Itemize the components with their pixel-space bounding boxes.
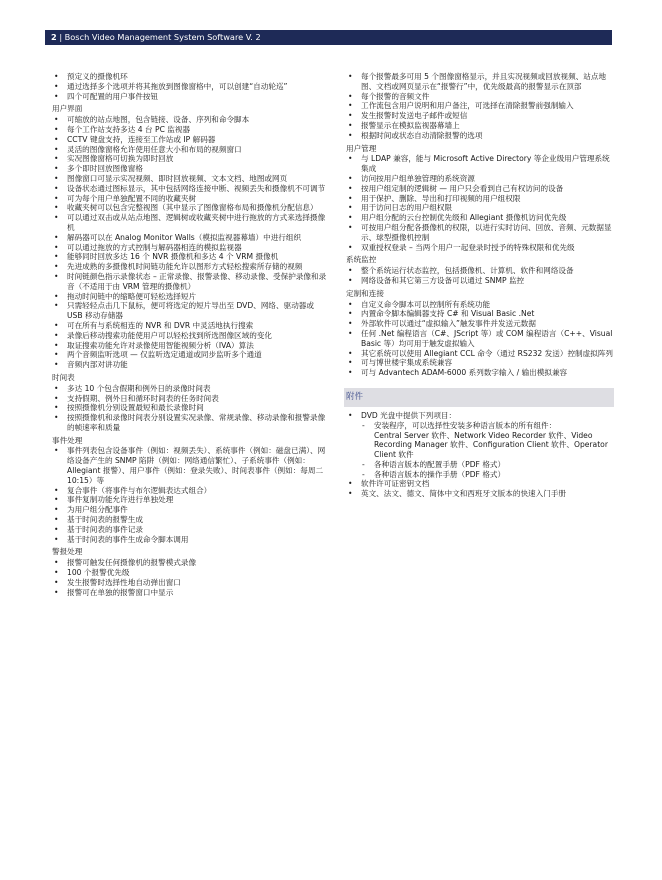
list-item: • 基于时间表的事件记录 (52, 525, 330, 535)
list-item: • 双重授权登录 – 当两个用户一起登录时授予的特殊权限和优先级 (346, 243, 614, 253)
list-item: • 录像后移动搜索功能使用户可以轻松找到所选图像区域的变化 (52, 331, 330, 341)
user-interface-list (52, 115, 330, 370)
list-item: • 根据时间或状态自动清除报警的选项 (346, 131, 614, 141)
list-item: • 基于时间表的事件生成命令脚本调用 (52, 535, 330, 545)
list-item: • 支持假期、例外日和循环时间表的任务时间表 (52, 394, 330, 404)
sub-list-item: - 各种语言版本的操作手册（PDF 格式） (346, 470, 614, 480)
list-item: • 英文、法文、德文、简体中文和西班牙文版本的快速入门手册 (346, 489, 614, 499)
list-item: • 按用户组定制的逻辑树 — 用户只会看到自己有权访问的设备 (346, 184, 614, 194)
list-item: • 自定义命令脚本可以控制所有系统功能 (346, 300, 614, 310)
section-heading-alarm-handling: 警报处理 (52, 547, 83, 557)
annex-list (346, 411, 614, 499)
list-item: • 可以通过双击或从站点地图、逻辑树或收藏夹树中进行拖放的方式来选择摄像机 (52, 213, 330, 233)
section-heading-system-monitoring: 系统监控 (346, 255, 377, 265)
list-item: • 先进成熟的多摄像机时间链功能允许以图形方式轻松搜索所存储的视频 (52, 262, 330, 272)
list-item: • 可与 Advantech ADAM-6000 系列数字输入 / 输出模拟兼容 (346, 368, 614, 378)
list-item: • 能够同时回放多达 16 个 NVR 摄像机和多达 4 个 VRM 摄像机 (52, 252, 330, 262)
alarm-handling-list (52, 558, 330, 597)
list-item: • 复合事件（将事件与布尔逻辑表达式组合） (52, 486, 330, 496)
system-monitoring-list (346, 266, 614, 286)
list-item: • 内置命令脚本编辑器支持 C# 和 Visual Basic .Net (346, 309, 614, 319)
list-item: • 事件列表包含设备事件（例如：视频丢失）、系统事件（例如：磁盘已满）、网络设备产生的 SNMP 陷阱（例如：网络通信繁忙）、子系统事件（例如：Allegiant 报警）、用户事件（例如：登录失败）、时间表事件（例如：每周二 10:15）等 (52, 446, 330, 485)
list-item: • 可与博世楼宇集成系统兼容 (346, 358, 614, 368)
page-header (45, 30, 612, 45)
list-item: • 与 LDAP 兼容，能与 Microsoft Active Directory 等企业级用户管理系统集成 (346, 154, 614, 174)
list-item: • CCTV 键盘支持，连接至工作站或 IP 解码器 (52, 135, 330, 145)
list-item: • 按照摄像机分别设置最短和最长录像时间 (52, 403, 330, 413)
list-item: • 按照摄像机和录像时间表分别设置实况录像、常规录像、移动录像和报警录像的帧速率和质量 (52, 413, 330, 433)
list-item: • 用于访问日志的用户组权限 (346, 203, 614, 213)
list-item: • 发生报警时发送电子邮件或短信 (346, 111, 614, 121)
list-item: • 每个报警的音频文件 (346, 92, 614, 102)
section-heading-customization: 定制和连接 (346, 288, 384, 298)
list-item: • 用于保护、删除、导出和打印视频的用户组权限 (346, 194, 614, 204)
right-column (346, 72, 614, 499)
list-item: • 两个音频监听选项 — 仅监听选定通道或同步监听多个通道 (52, 350, 330, 360)
list-item: • 报警可在单独的报警窗口中显示 (52, 588, 330, 598)
list-item: • 可按用户组分配各摄像机的权限，以进行实时访问、回放、音频、元数据显示、球型摄像机控制 (346, 223, 614, 243)
list-item: • 设备状态通过图标显示，其中包括网络连接中断、视频丢失和摄像机不可调节 (52, 184, 330, 194)
list-item: • 每个工作站支持多达 4 台 PC 监视器 (52, 125, 330, 135)
list-item: • 解码器可以在 Analog Monitor Walls（模拟监视器幕墙）中进行组织 (52, 233, 330, 243)
section-heading-user-management: 用户管理 (346, 143, 377, 153)
list-item: • 音频内部对讲功能 (52, 360, 330, 370)
list-item: • 为用户组分配事件 (52, 505, 330, 515)
list-item: • 报警可触发任何摄像机的报警模式录像 (52, 558, 330, 568)
annex-heading: 附件 (344, 388, 614, 407)
section-heading-event-handling: 事件处理 (52, 435, 83, 445)
list-item: • 发生报警时选择性地自动弹出窗口 (52, 578, 330, 588)
list-item: • 只需轻轻点击几下鼠标，便可将选定的短片导出至 DVD、网络、驱动器或 USB 移动存储器 (52, 301, 330, 321)
list-item: • 多达 10 个包含假期和例外日的录像时间表 (52, 384, 330, 394)
list-item: • 事件复制功能允许进行单独处理 (52, 495, 330, 505)
section-heading-user-interface: 用户界面 (52, 104, 83, 114)
list-item: • 时间链颜色指示录像状态 – 正常录像、报警录像、移动录像、受保护录像和录音（不适用于由 VRM 管理的摄像机） (52, 272, 330, 292)
list-item: • 多个即时回放图像窗格 (52, 164, 330, 174)
list-item: • 拖动时间链中的缩略便可轻松选择短片 (52, 292, 330, 302)
list-item: • 可在所有与系统相连的 NVR 和 DVR 中灵活地执行搜索 (52, 321, 330, 331)
alarm-continued-list (346, 72, 614, 141)
list-item: • 取证搜索功能允许对录像使用智能视频分析（IVA）算法 (52, 341, 330, 351)
list-item: • 工作流包含用户说明和用户备注，可选择在清除报警前强制输入 (346, 101, 614, 111)
user-management-list (346, 154, 614, 252)
left-column (52, 72, 330, 597)
list-item: • 访问按用户组单独管理的系统资源 (346, 174, 614, 184)
list-item: • 100 个报警优先级 (52, 568, 330, 578)
list-item: • 基于时间表的报警生成 (52, 515, 330, 525)
intro-list (52, 72, 330, 101)
list-item: • 其它系统可以使用 Allegiant CCL 命令（通过 RS232 发送）控制虚拟阵列 (346, 349, 614, 359)
list-item: • 用户组分配的云台控制优先级和 Allegiant 摄像机访问优先级 (346, 213, 614, 223)
list-item: • 四个可配置的用户事件按钮 (52, 92, 330, 102)
schedules-list (52, 384, 330, 433)
document-title: | Bosch Video Management System Software V. 2 (59, 32, 261, 42)
sub-list-item-continuation: Central Server 软件、Network Video Recorder 软件、Video Recording Manager 软件、Configuration Client 软件、Operator Client 软件 (374, 430, 608, 460)
event-handling-list (52, 446, 330, 544)
list-item: • 预定义的摄像机环 (52, 72, 330, 82)
list-item: • 可缩放的站点地图，包含链接、设备、序列和命令脚本 (52, 115, 330, 125)
list-item: • 通过选择多个选项并将其拖放到图像窗格中，可以创建“自动轮巡” (52, 82, 330, 92)
list-item: • 灵活的图像窗格允许使用任意大小和布局的视频窗口 (52, 145, 330, 155)
list-item: • DVD 光盘中提供下列项目： (346, 411, 614, 421)
list-item: • 可以通过拖放的方式控制与解码器相连的模拟监视器 (52, 243, 330, 253)
list-item: • 可为每个用户单独配置不同的收藏夹树 (52, 194, 330, 204)
page-number: 2 (51, 32, 57, 42)
list-item: • 每个报警最多可用 5 个图像窗格显示，并且实况视频或回放视频、站点地图、文档或网页显示在“报警行”中，优先级最高的报警显示在顶部 (346, 72, 614, 92)
list-item: • 任何 .Net 编程语言（C#、JScript 等）或 COM 编程语言（C++、Visual Basic 等）均可用于触发虚拟输入 (346, 329, 614, 349)
list-item: • 图像窗口可显示实况视频、即时回放视频、文本文档、地图或网页 (52, 174, 330, 184)
sub-list-item: - 各种语言版本的配置手册（PDF 格式） (346, 460, 614, 470)
list-item: • 收藏夹树可以包含完整视图（其中显示了图像窗格布局和摄像机分配信息） (52, 203, 330, 213)
list-item: • 外部软件可以通过“虚拟输入”触发事件并发送元数据 (346, 319, 614, 329)
list-item: • 实况图像窗格可切换为即时回放 (52, 154, 330, 164)
list-item: • 整个系统运行状态监控，包括摄像机、计算机、软件和网络设备 (346, 266, 614, 276)
list-item: • 网络设备和其它第三方设备可以通过 SNMP 监控 (346, 276, 614, 286)
sub-list-item: - 安装程序，可以选择性安装多种语言版本的所有组件： (346, 421, 614, 431)
list-item: • 软件许可证密钥文档 (346, 479, 614, 489)
customization-list (346, 300, 614, 378)
section-heading-schedules: 时间表 (52, 372, 75, 382)
list-item: • 报警显示在模拟监视器幕墙上 (346, 121, 614, 131)
